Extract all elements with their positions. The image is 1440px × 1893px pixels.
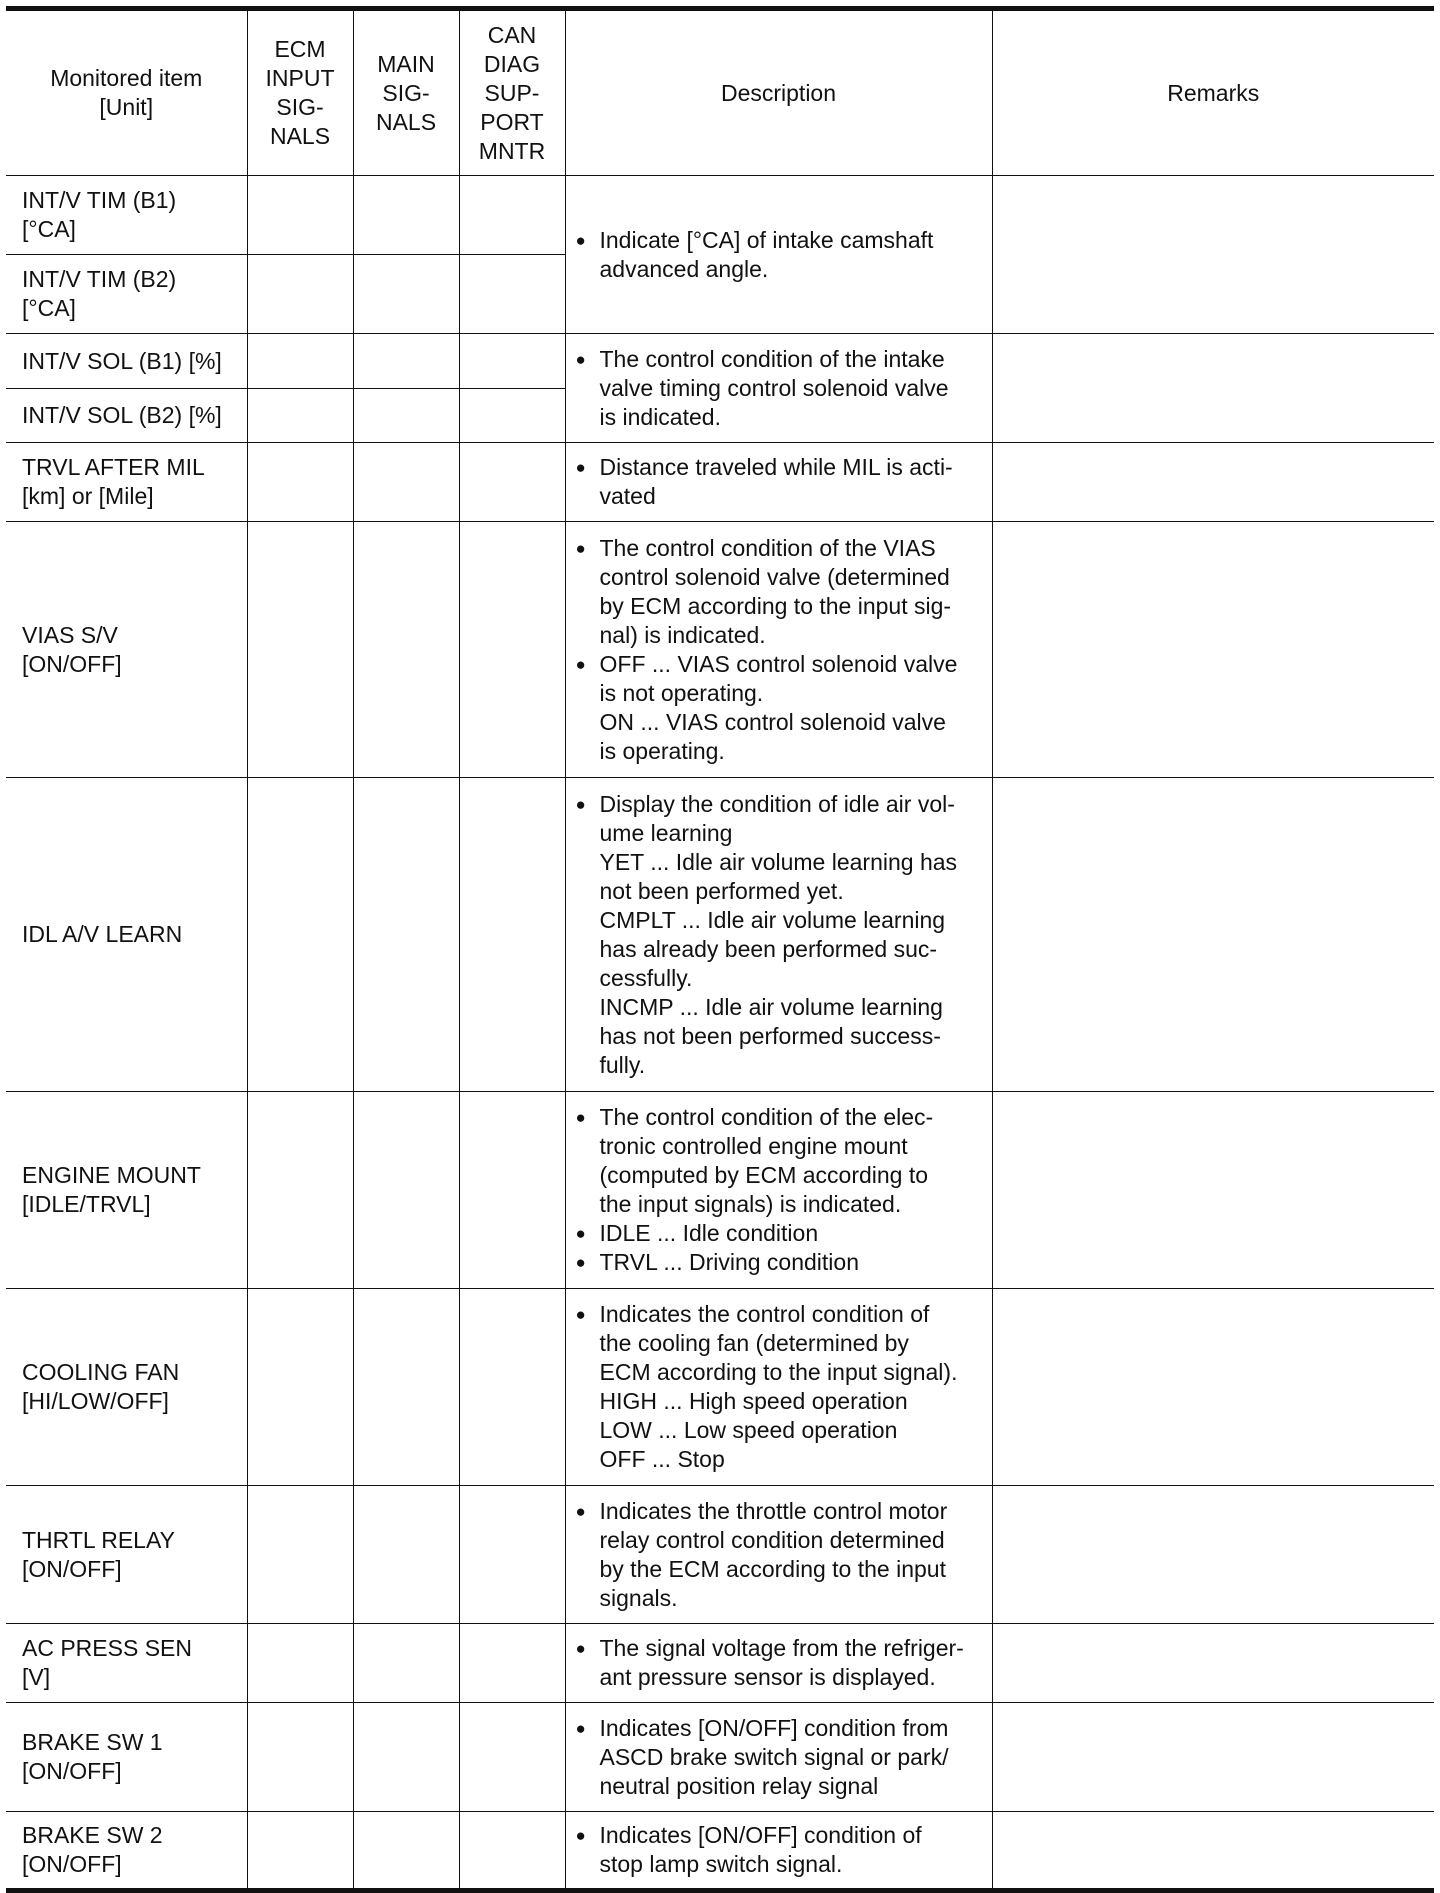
remarks-cell [992,1624,1434,1703]
bullet-dot-icon: ● [575,458,586,477]
table-row [6,778,1434,1092]
desc-vias: ● The control condition of the VIAS control solenoid valve (determined by ECM according to the input sig- nal) is indicated. ● OFF ... VIAS control solenoid valve is not operating. ON ... VIAS control solenoid valve is operating. [565,522,992,778]
bullet-dot-icon: ● [575,1305,586,1324]
table-row [6,522,1434,778]
table-row [6,1812,1434,1891]
item-vias-sv: VIAS S/V [ON/OFF] [6,522,247,778]
remarks-cell [992,1812,1434,1891]
remarks-cell [992,1092,1434,1289]
item-engine-mount: ENGINE MOUNT [IDLE/TRVL] [6,1092,247,1289]
bullet-dot-icon: ● [575,1718,586,1738]
remarks-cell [992,1486,1434,1624]
bullet-dot-icon: ● [575,538,586,558]
item-int-tim-b2: INT/V TIM (B2) [°CA] [6,255,247,334]
table-row [6,1486,1434,1624]
item-idl-av-learn: IDL A/V LEARN [6,778,247,1092]
remarks-cell [992,176,1434,334]
item-trvl-after-mil: TRVL AFTER MIL [km] or [Mile] [6,443,247,522]
table-row [6,334,1434,389]
bullet-dot-icon: ● [575,349,586,369]
desc-brake-sw-2: ● Indicates [ON/OFF] condition of stop lamp switch signal. [565,1812,992,1891]
bullet-dot-icon: ● [575,654,586,674]
bullet-dot-icon: ● [575,230,586,250]
header-remarks: Remarks [992,9,1434,176]
monitor-table [6,6,1434,1893]
remarks-cell [992,778,1434,1092]
bullet-dot-icon: ● [575,1826,586,1845]
remarks-cell [992,443,1434,522]
item-int-tim-b1: INT/V TIM (B1) [°CA] [6,176,247,255]
remarks-cell [992,522,1434,778]
item-int-sol-b2: INT/V SOL (B2) [%] [6,389,247,443]
table-row [6,443,1434,522]
bullet-dot-icon: ● [575,1253,586,1272]
table-row [6,176,1434,255]
header-main-signals: MAIN SIG- NALS [353,9,459,176]
remarks-cell [992,1289,1434,1486]
bullet-dot-icon: ● [575,1224,586,1243]
item-brake-sw-2: BRAKE SW 2 [ON/OFF] [6,1812,247,1891]
header-monitored-item: Monitored item [Unit] [6,9,247,176]
desc-idl: ● Display the condition of idle air vol- ume learning YET ... Idle air volume learning has not been performed yet. CMPLT ... Idle air volume learning has already been performed suc- cessfully. INCMP ... Idle air volume learning has not been performed success- fully. [565,778,992,1092]
header-can-diag: CAN DIAG SUP- PORT MNTR [459,9,565,176]
header-description: Description [565,9,992,176]
item-cooling-fan: COOLING FAN [HI/LOW/OFF] [6,1289,247,1486]
table-row [6,1289,1434,1486]
desc-ac-press-sen: ● The signal voltage from the refriger- ant pressure sensor is displayed. [565,1624,992,1703]
desc-brake-sw-1: ● Indicates [ON/OFF] condition from ASCD brake switch signal or park/ neutral position relay signal [565,1703,992,1812]
remarks-cell [992,1703,1434,1812]
item-brake-sw-1: BRAKE SW 1 [ON/OFF] [6,1703,247,1812]
item-ac-press-sen: AC PRESS SEN [V] [6,1624,247,1703]
desc-thrtl-relay: ● Indicates the throttle control motor relay control condition determined by the ECM according to the input signals. [565,1486,992,1624]
bullet-dot-icon: ● [575,1501,586,1521]
desc-trvl: ● Distance traveled while MIL is acti- vated [565,443,992,522]
table-row [6,1703,1434,1812]
table-row [6,1092,1434,1289]
table-row [6,1624,1434,1703]
item-thrtl-relay: THRTL RELAY [ON/OFF] [6,1486,247,1624]
item-int-sol-b1: INT/V SOL (B1) [%] [6,334,247,389]
header-ecm-input-signals: ECM INPUT SIG- NALS [247,9,353,176]
desc-int-sol: ● The control condition of the intake valve timing control solenoid valve is indicated. [565,334,992,443]
desc-int-tim: ● Indicate [°CA] of intake camshaft advanced angle. [565,176,992,334]
header-row [6,9,1434,176]
bullet-dot-icon: ● [575,794,586,814]
desc-engine-mount: ● The control condition of the elec- tronic controlled engine mount (computed by ECM according to the input signals) is indicated. ● IDLE ... Idle condition ● TRVL ... Driving condition [565,1092,992,1289]
desc-cooling-fan: ● Indicates the control condition of the cooling fan (determined by ECM according to the input signal). HIGH ... High speed operation LOW ... Low speed operation OFF ... Stop [565,1289,992,1486]
bullet-dot-icon: ● [575,1639,586,1658]
remarks-cell [992,334,1434,443]
bullet-dot-icon: ● [575,1108,586,1127]
